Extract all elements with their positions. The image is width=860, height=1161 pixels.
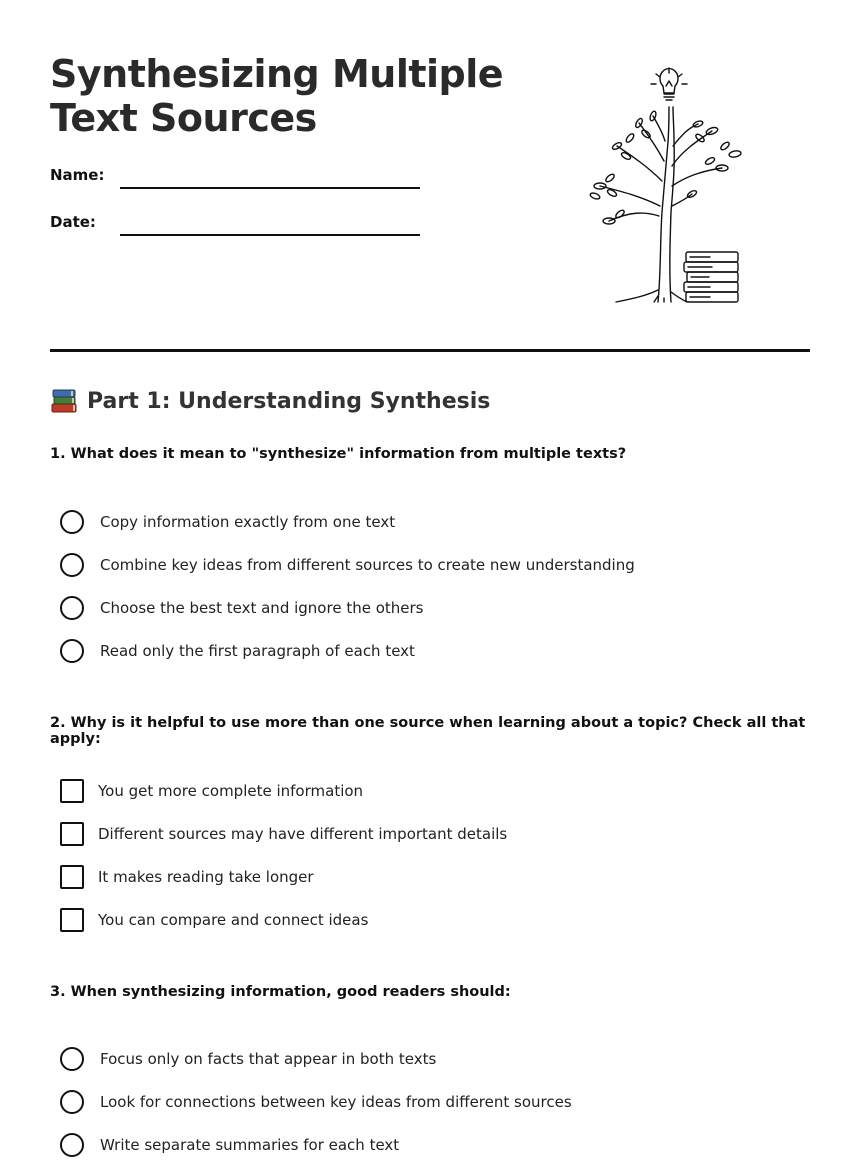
books-stack <box>684 252 738 302</box>
option-label: Read only the first paragraph of each text <box>100 642 415 660</box>
q1-option-1[interactable] <box>60 510 395 534</box>
date-label: Date: <box>50 213 96 231</box>
option-label: You get more complete information <box>98 782 364 800</box>
part1-title-text: Part 1: Understanding Synthesis <box>87 388 491 414</box>
q3-option-3[interactable] <box>60 1133 399 1157</box>
q1-option-3[interactable] <box>60 596 423 620</box>
q2-option-4[interactable] <box>60 908 368 932</box>
option-label: It makes reading take longer <box>98 868 314 886</box>
option-label: You can compare and connect ideas <box>98 911 369 929</box>
name-label: Name: <box>50 166 105 184</box>
radio-button[interactable] <box>60 639 84 663</box>
header-divider <box>50 349 810 352</box>
radio-button[interactable] <box>60 1133 84 1157</box>
option-label: Combine key ideas from different sources to create new understanding <box>100 556 635 574</box>
worksheet-title <box>50 52 503 140</box>
radio-button[interactable] <box>60 1047 84 1071</box>
radio-button[interactable] <box>60 1090 84 1114</box>
q3-option-1[interactable] <box>60 1047 436 1071</box>
books-icon <box>50 388 78 414</box>
option-label: Different sources may have different important details <box>98 825 508 843</box>
lightbulb-icon <box>651 68 687 100</box>
tree-lightbulb-books-illustration <box>560 66 750 306</box>
radio-button[interactable] <box>60 510 84 534</box>
q2-option-1[interactable] <box>60 779 363 803</box>
checkbox[interactable] <box>60 865 84 889</box>
q3-option-2[interactable] <box>60 1090 572 1114</box>
option-label: Focus only on facts that appear in both texts <box>100 1050 437 1068</box>
question-1: 1. What does it mean to "synthesize" information from multiple texts? <box>50 446 627 462</box>
q1-option-2[interactable] <box>60 553 635 577</box>
checkbox[interactable] <box>60 822 84 846</box>
q2-option-2[interactable] <box>60 822 507 846</box>
question-2: 2. Why is it helpful to use more than one source when learning about a topic? Check all that apply: <box>50 715 806 747</box>
checkbox[interactable] <box>60 779 84 803</box>
q2-option-3[interactable] <box>60 865 314 889</box>
title-line-1: Synthesizing Multiple <box>50 52 504 96</box>
checkbox[interactable] <box>60 908 84 932</box>
option-label: Look for connections between key ideas from different sources <box>100 1093 572 1111</box>
option-label: Copy information exactly from one text <box>100 513 396 531</box>
radio-button[interactable] <box>60 553 84 577</box>
radio-button[interactable] <box>60 596 84 620</box>
question-3: 3. When synthesizing information, good readers should: <box>50 984 511 1000</box>
option-label: Write separate summaries for each text <box>100 1136 400 1154</box>
option-label: Choose the best text and ignore the others <box>100 599 424 617</box>
part1-title <box>50 388 490 414</box>
name-field[interactable] <box>120 187 420 189</box>
q1-option-4[interactable] <box>60 639 415 663</box>
title-line-2: Text Sources <box>50 96 317 140</box>
date-field[interactable] <box>120 234 420 236</box>
